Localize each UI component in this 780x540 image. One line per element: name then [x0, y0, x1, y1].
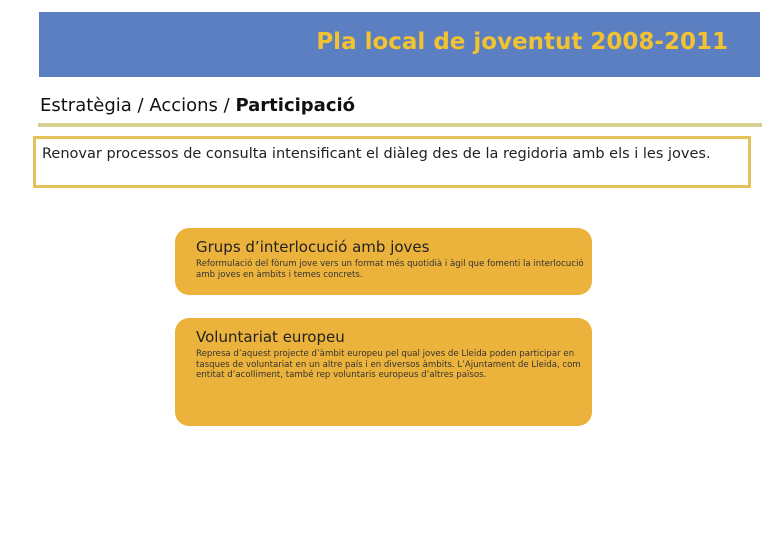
header-banner — [39, 12, 760, 77]
action-description: Represa d’aquest projecte d’àmbit europeu pel qual joves de Lleida poden participar en tasques de voluntariat en un altre país i en diversos àmbits. L’Ajuntament de Lleida, com entitat d’acolliment, també rep voluntaris europeus d’altres països. — [196, 349, 581, 381]
breadcrumb-current: Participació — [235, 95, 356, 116]
breadcrumb — [40, 95, 355, 116]
action-card-voluntariat-europeu — [175, 318, 592, 426]
action-title: Voluntariat europeu — [196, 328, 345, 346]
breadcrumb-path: Estratègia / Accions / — [40, 95, 230, 116]
objective-text: Renovar processos de consulta intensificant el diàleg des de la regidoria amb els i les joves. — [42, 146, 711, 162]
header-divider — [38, 123, 762, 127]
objective-box — [33, 136, 751, 188]
action-card-grups-interlocucio — [175, 228, 592, 295]
action-title: Grups d’interlocució amb joves — [196, 238, 430, 256]
action-description: Reformulació del fòrum jove vers un format més quotidià i àgil que fomenti la interlocució amb joves en àmbits i temes concrets. — [196, 259, 584, 280]
page-title: Pla local de joventut 2008-2011 — [316, 29, 728, 55]
